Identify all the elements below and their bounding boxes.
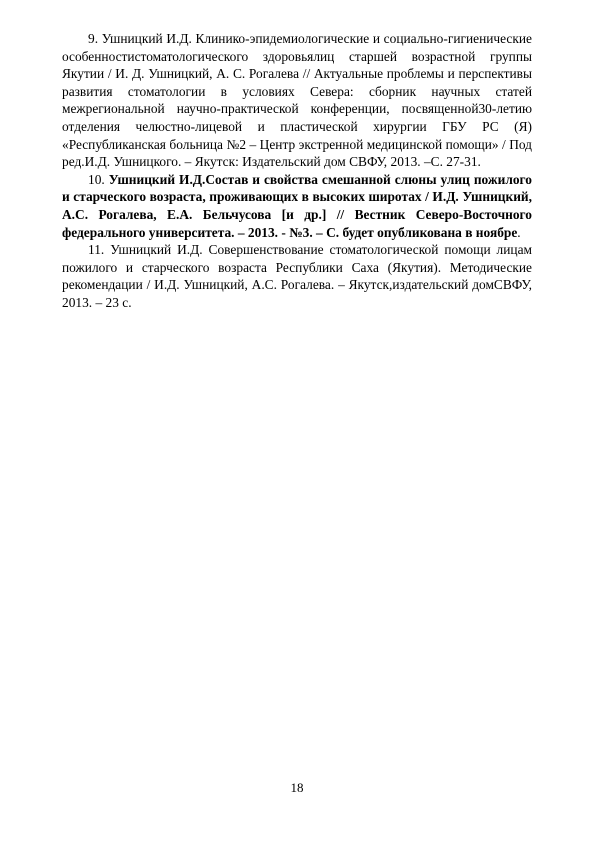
- reference-text: Ушницкий И.Д. Совершенствование стоматологической помощи лицам пожилого и старческого возраста Республики Саха (Якутия). Методические рекомендации / И.Д. Ушницкий, А.С. Рогалева. – Якутск,издательский домСВФУ, 2013. – 23 с.: [62, 242, 532, 310]
- reference-item-10: [62, 171, 532, 241]
- reference-list: [62, 30, 532, 312]
- reference-trailing-period: .: [517, 224, 521, 240]
- reference-text-bold: Ушницкий И.Д.Состав и свойства смешанной слюны улиц пожилого и старческого возраста, проживающих в высоких широтах / И.Д. Ушницкий, А.С. Рогалева, Е.А. Бельчусова [и др.] // Вестник Северо-Восточного федерального университета. – 2013. - №3. – С. будет опубликована в ноябре: [62, 171, 532, 240]
- reference-number: 11.: [88, 242, 105, 258]
- reference-item-9: [62, 30, 532, 171]
- reference-number: 10.: [88, 171, 105, 187]
- page-number: 18: [290, 780, 304, 795]
- reference-item-11: [62, 241, 532, 311]
- reference-number: 9.: [88, 31, 99, 46]
- reference-text: Ушницкий И.Д. Клинико-эпидемиологические и социально-гигиенические особенностистоматологического здоровьялиц старшей возрастной группы Якутии / И. Д. Ушницкий, А. С. Рогалева // Актуальные проблемы и перспективы развития стоматологии в условиях Севера: сборник научных статей межрегиональной научно-практической конференции, посвященной30-летию отделения челюстно-лицевой и пластической хирургии ГБУ РС (Я) «Республиканская больница №2 – Центр экстренной медицинской помощи» / Под ред.И.Д. Ушницкого. – Якутск: Издательский дом СВФУ, 2013. –С. 27-31.: [62, 31, 532, 170]
